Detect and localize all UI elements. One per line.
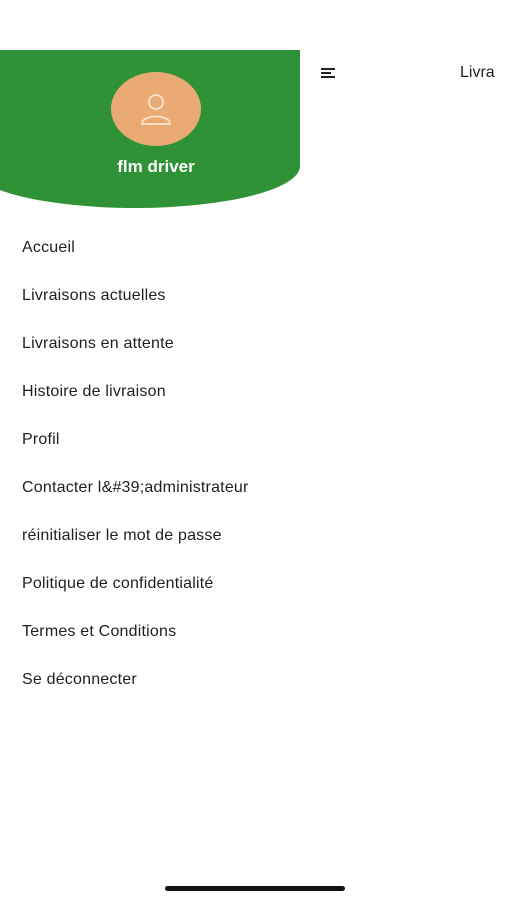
menu-item-politique-confidentialite[interactable]: Politique de confidentialité [22, 575, 214, 592]
driver-name: flm driver [117, 157, 195, 176]
page-title: Livra [460, 64, 495, 81]
menu-item-profil[interactable]: Profil [22, 431, 60, 448]
menu-item-termes-conditions[interactable]: Termes et Conditions [22, 623, 177, 640]
menu-item-livraisons-actuelles[interactable]: Livraisons actuelles [22, 287, 166, 304]
user-avatar-icon [134, 87, 178, 131]
menu-item-reinitialiser-mot-de-passe[interactable]: réinitialiser le mot de passe [22, 527, 222, 544]
menu-item-se-deconnecter[interactable]: Se déconnecter [22, 671, 137, 688]
menu-item-livraisons-en-attente[interactable]: Livraisons en attente [22, 335, 174, 352]
hamburger-menu-icon[interactable] [320, 66, 338, 80]
menu-item-histoire-de-livraison[interactable]: Histoire de livraison [22, 383, 166, 400]
menu-item-accueil[interactable]: Accueil [22, 239, 75, 256]
menu-item-contacter-administrateur[interactable]: Contacter l&#39;administrateur [22, 479, 249, 496]
avatar[interactable] [111, 72, 201, 146]
drawer-menu [22, 224, 300, 704]
home-indicator[interactable] [165, 886, 345, 891]
